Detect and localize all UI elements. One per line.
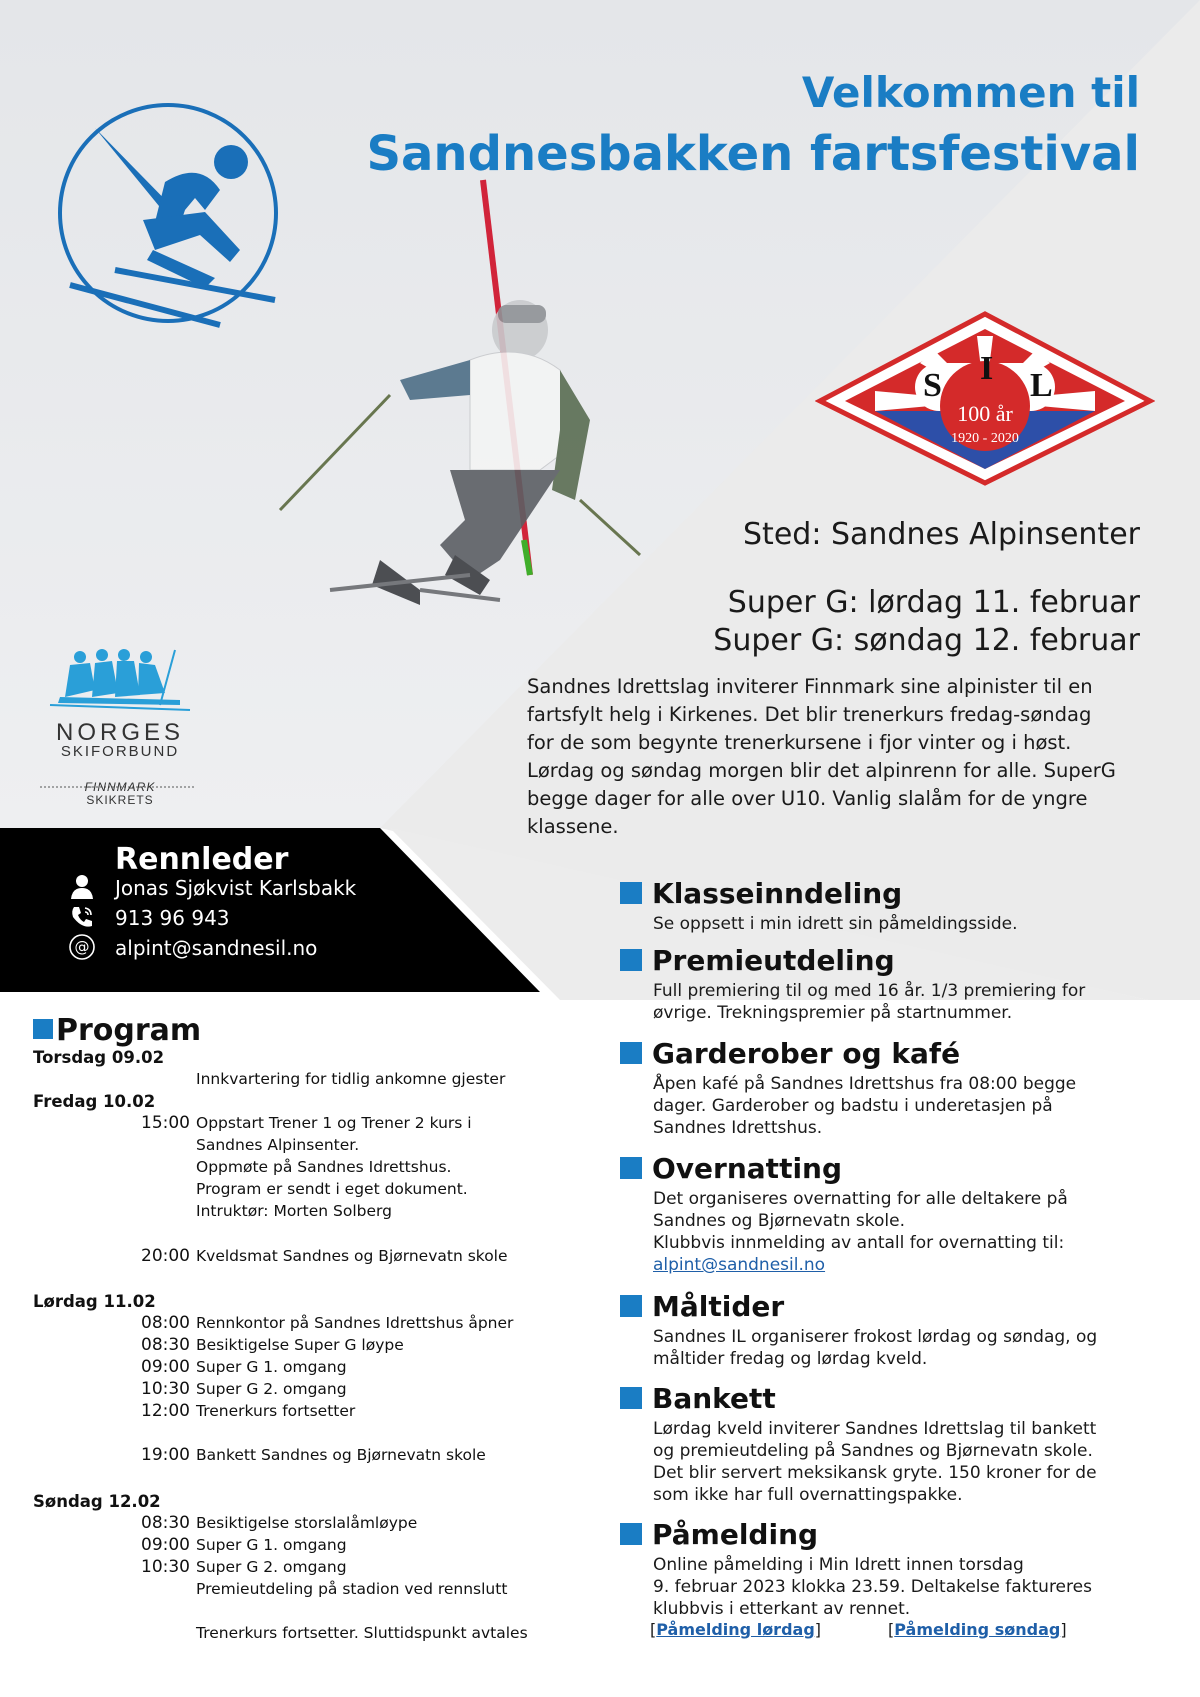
program-time: 09:00 (141, 1535, 190, 1555)
sil-letter-s: S (923, 367, 942, 404)
register-sunday: [Påmelding søndag] (888, 1620, 1067, 1639)
section-heading-klasseinndeling: Klasseinndeling (620, 877, 902, 910)
nsf-name-line1: NORGES (55, 719, 184, 746)
program-item: Super G 2. omgang (196, 1558, 347, 1576)
square-bullet-icon (33, 1019, 53, 1039)
register-saturday-link[interactable]: Påmelding lørdag (656, 1620, 815, 1639)
program-time: 08:30 (141, 1335, 190, 1355)
program-item: Oppstart Trener 1 og Trener 2 kurs i (196, 1114, 472, 1132)
program-time: 09:00 (141, 1357, 190, 1377)
section-heading-maltider: Måltider (620, 1290, 784, 1323)
program-item: Besiktigelse Super G løype (196, 1336, 404, 1354)
program-time: 20:00 (141, 1246, 190, 1266)
register-sunday-link[interactable]: Påmelding søndag (894, 1620, 1061, 1639)
section-body-klasseinndeling: Se oppsett i min idrett sin påmeldingsside. (653, 914, 1018, 934)
program-item: Bankett Sandnes og Bjørnevatn skole (196, 1446, 486, 1464)
program-item: Innkvartering for tidlig ankomne gjester (196, 1070, 506, 1088)
svg-text:@: @ (74, 938, 90, 956)
section-body-pamelding: Online påmelding i Min Idrett innen torsdag 9. februar 2023 klokka 23.59. Deltakelse faktureres klubbvis i etterkant av rennet. (653, 1555, 1092, 1619)
title-line-1: Velkommen til (801, 68, 1140, 117)
phone-icon (68, 903, 96, 931)
section-body-garderober: Åpen kafé på Sandnes Idrettshus fra 08:00 begge dager. Garderober og badstu i underetasjen på Sandnes Idrettshus. (653, 1074, 1077, 1138)
program-item: Besiktigelse storslalåmløype (196, 1514, 418, 1532)
program-item: Premieutdeling på stadion ved rennslutt (196, 1580, 508, 1598)
program-time: 10:30 (141, 1557, 190, 1577)
program-item: Kveldsmat Sandnes og Bjørnevatn skole (196, 1247, 508, 1265)
event-intro: Sandnes Idrettslag inviterer Finnmark sine alpinister til en fartsfylt helg i Kirkenes. Det blir trenerkurs fredag-søndag for de som begynte trenerkursene i fjor vinter og i høst. Lørdag og søndag morgen blir det alpinrenn for alle. SuperG begge dager for alle over U10. Vanlig slalåm for de yngre klassene. (527, 675, 1116, 838)
at-icon (68, 933, 96, 961)
register-saturday: [Påmelding lørdag] (650, 1620, 822, 1639)
overnatting-email-link[interactable]: alpint@sandnesil.no (653, 1255, 826, 1275)
section-body-bankett: Lørdag kveld inviterer Sandnes Idrettslag til bankett og premieutdeling på Sandnes og Bjørnevatn skole. Det blir servert meksikansk gryte. 150 kroner for de som ikke har full overnattingspakke. (653, 1419, 1097, 1505)
program-day-sunday: Søndag 12.02 (33, 1492, 161, 1511)
section-heading-garderober: Garderober og kafé (620, 1037, 960, 1070)
rennleder-phone: 913 96 943 (115, 906, 230, 930)
section-body-overnatting: Det organiseres overnatting for alle deltakere på Sandnes og Bjørnevatn skole. Klubbvis innmelding av antall for overnatting til: alpint@sandnesil.no (653, 1188, 1133, 1276)
program-time: 12:00 (141, 1401, 190, 1421)
square-bullet-icon (620, 1387, 642, 1409)
program-item: Super G 1. omgang (196, 1358, 347, 1376)
section-body-premieutdeling: Full premiering til og med 16 år. 1/3 premiering for øvrige. Trekningspremier på startnummer. (653, 981, 1086, 1023)
program-day-thursday: Torsdag 09.02 (33, 1048, 165, 1067)
rennleder-name: Jonas Sjøkvist Karlsbakk (115, 876, 357, 900)
rennleder-email[interactable]: alpint@sandnesil.no (115, 936, 318, 960)
section-heading-premieutdeling: Premieutdeling (620, 944, 895, 977)
program-time: 08:30 (141, 1513, 190, 1533)
program-item: Rennkontor på Sandnes Idrettshus åpner (196, 1314, 514, 1332)
title-line-2: Sandnesbakken fartsfestival (366, 126, 1140, 182)
sil-letter-l: L (1030, 367, 1053, 404)
square-bullet-icon (620, 1157, 642, 1179)
program-day-friday: Fredag 10.02 (33, 1092, 156, 1111)
square-bullet-icon (620, 882, 642, 904)
sil-anniversary: 100 år (957, 401, 1013, 426)
rennleder-title: Rennleder (115, 842, 289, 877)
program-time: 08:00 (141, 1313, 190, 1333)
program-time: 10:30 (141, 1379, 190, 1399)
square-bullet-icon (620, 1295, 642, 1317)
program-item: Oppmøte på Sandnes Idrettshus. (196, 1158, 452, 1176)
sil-club-logo (815, 311, 1155, 486)
nsf-name-line2: SKIFORBUND (60, 743, 180, 760)
alpine-skier-logo (55, 100, 285, 330)
section-body-maltider: Sandnes IL organiserer frokost lørdag og søndag, og måltider fredag og lørdag kveld. (653, 1327, 1098, 1369)
program-item: Intruktør: Morten Solberg (196, 1202, 392, 1220)
square-bullet-icon (620, 1042, 642, 1064)
program-item: Program er sendt i eget dokument. (196, 1180, 468, 1198)
program-time: 19:00 (141, 1445, 190, 1465)
section-heading-overnatting: Overnatting (620, 1152, 842, 1185)
skiers-group-icon (40, 645, 200, 715)
program-day-saturday: Lørdag 11.02 (33, 1292, 156, 1311)
event-date-2: Super G: søndag 12. februar (713, 623, 1140, 658)
program-item: Sandnes Alpinsenter. (196, 1136, 360, 1154)
event-date-1: Super G: lørdag 11. februar (727, 585, 1140, 620)
program-item: Super G 1. omgang (196, 1536, 347, 1554)
norges-skiforbund-logo (40, 645, 200, 805)
square-bullet-icon (620, 1523, 642, 1545)
nsf-region-line2: SKIKRETS (86, 793, 154, 807)
sil-years: 1920 - 2020 (951, 431, 1019, 446)
event-location: Sted: Sandnes Alpinsenter (743, 517, 1140, 552)
section-heading-bankett: Bankett (620, 1382, 776, 1415)
program-time: 15:00 (141, 1113, 190, 1133)
program-item: Super G 2. omgang (196, 1380, 347, 1398)
program-item: Trenerkurs fortsetter (196, 1402, 356, 1420)
person-icon (68, 873, 96, 901)
sil-letter-i: I (980, 350, 994, 387)
section-heading-pamelding: Påmelding (620, 1518, 818, 1551)
program-heading: Program (33, 1013, 201, 1048)
square-bullet-icon (620, 949, 642, 971)
nsf-region-line1: FINNMARK (84, 780, 156, 794)
program-item: Trenerkurs fortsetter. Sluttidspunkt avtales (196, 1624, 528, 1642)
